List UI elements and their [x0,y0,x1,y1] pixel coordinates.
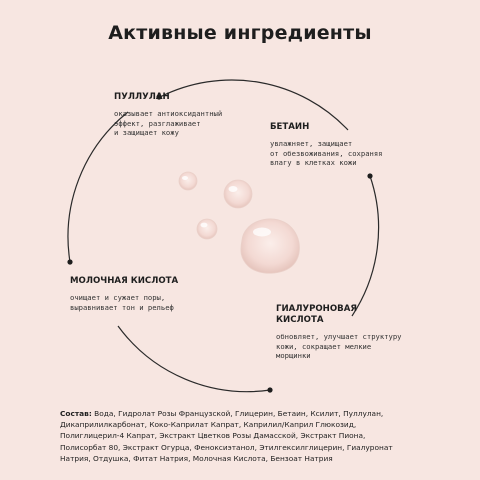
arc-bottom [118,326,270,392]
composition-label: Состав: [60,409,92,418]
ingredient-title: БЕТАИН [270,122,310,132]
ingredient-betaine [270,122,420,168]
ingredient-description: обновляет, улучшает структуру кожи, сокращает мелкие морщинки [276,332,402,361]
page-title: Активные ингредиенты [108,22,372,44]
ingredient-description: увлажняет, защищает от обезвоживания, сохраняя влагу в клетках кожи [270,139,383,168]
ingredient-hyaluronic-acid [276,304,426,361]
ingredient-title: МОЛОЧНАЯ КИСЛОТА [70,276,179,286]
serum-drop-4 [241,219,300,273]
serum-drop-2 [224,180,252,208]
ingredient-title: ГИАЛУРОНОВАЯ КИСЛОТА [276,304,358,325]
marker-dot-hyaluronic [267,387,272,392]
ingredient-lactic-acid [70,276,240,312]
ingredient-title: ПУЛЛУЛАН [114,92,170,102]
ingredient-description: оказывает антиоксидантный эффект, разглаживает и защищает кожу [114,109,223,138]
serum-drop-3 [197,219,217,239]
serum-drop-1 [179,172,197,190]
composition-text: Состав: Вода, Гидролат Розы Французской, Глицерин, Бетаин, Ксилит, Пуллулан, Дикаприлилкарбонат, Коко-Каприлат Капрат, Каприлил/Каприл Глюкозид, Полиглицерил-4 Капрат, Экстракт Цветков Розы Дамасской, Экстракт Пиона, Полисорбат 80, Экстракт Огурца, Феноксиэтанол, Этилгексилглицерин, Гиалуронат Натрия, Отдушка, Фитат Натрия, Молочная Кислота, Бензоат Натрия [60,409,393,463]
marker-dot-lactic [67,259,72,264]
marker-dot-betaine [367,173,372,178]
arc-right [352,176,379,316]
ingredient-description: очищает и сужает поры, выравнивает тон и рельеф [70,293,174,312]
ingredient-pullulan [114,92,264,138]
